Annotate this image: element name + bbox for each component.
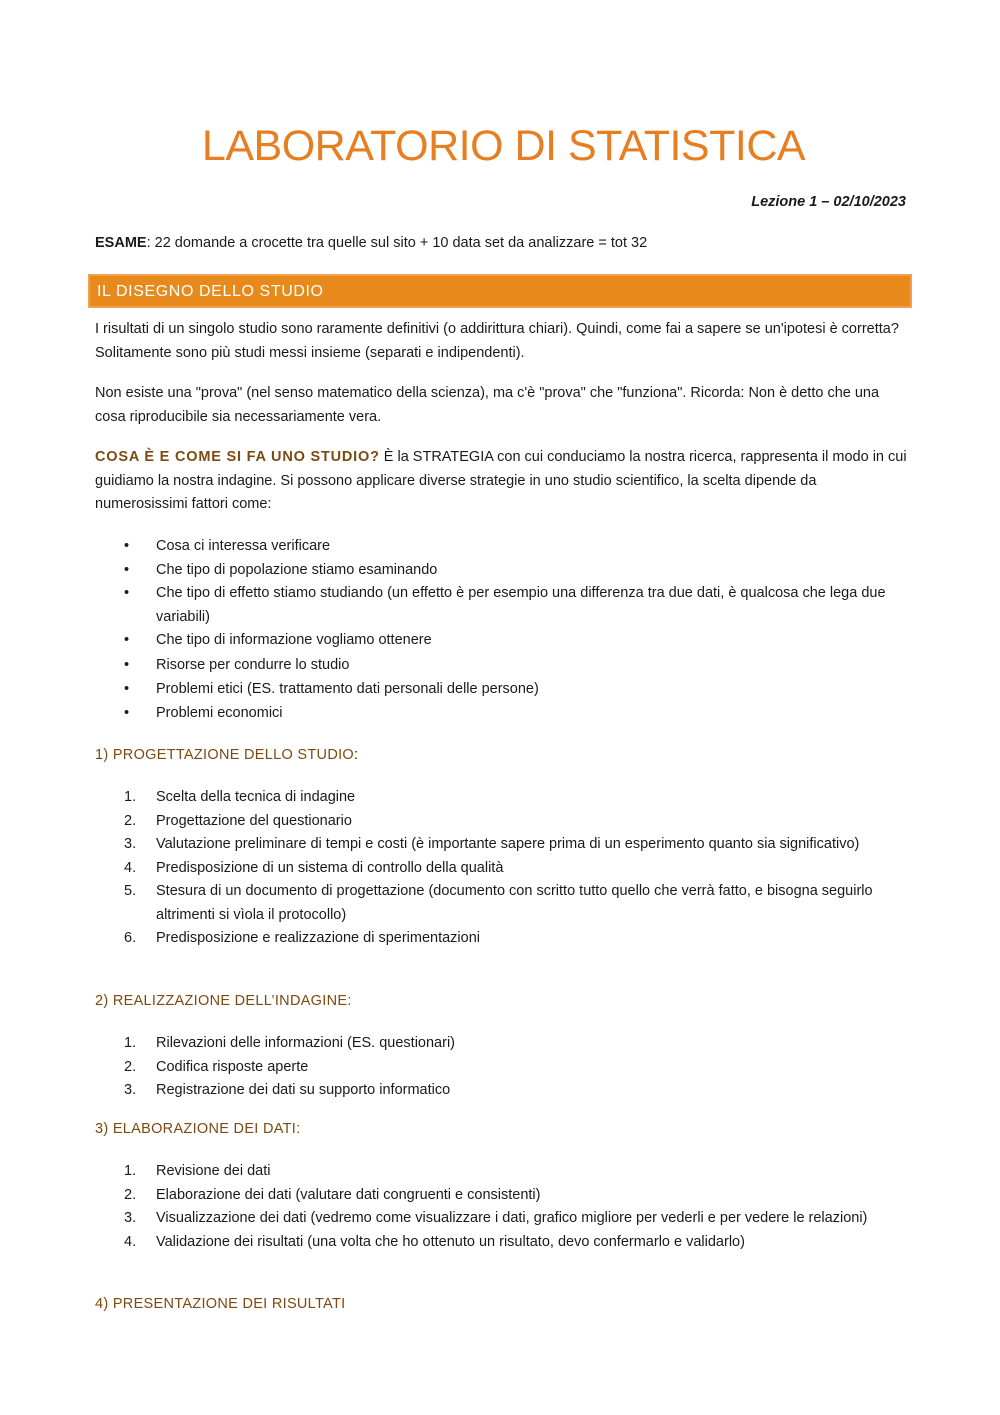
paragraph: Non esiste una "prova" (nel senso matematico della scienza), ma c'è "prova" che "funziona". Ricorda: Non è detto che una cosa riproducibile sia necessariamente vera. [95,385,880,425]
phase-list [95,1160,907,1254]
bullet-icon: • [124,538,130,554]
list-item: 6. Predisposizione e realizzazione di sperimentazioni [124,930,481,946]
phase-heading: 1) PROGETTAZIONE DELLO STUDIO: [95,747,359,763]
phase-heading: 3) ELABORAZIONE DEI DATI: [95,1121,301,1137]
bullet-icon: • [124,561,130,578]
list-item: 2. Progettazione del questionario [124,812,352,829]
list-item: • Cosa ci interessa verificare [95,535,907,559]
list-item: 3. Valutazione preliminare di tempi e costi (è importante sapere prima di un esperimento quanto sia significativo) [124,836,860,852]
list-item: 1. Rilevazioni delle informazioni (ES. questionari) [124,1035,455,1051]
list-item: 3. Registrazione dei dati su supporto informatico [124,1082,451,1098]
study-text: È la STRATEGIA con cui conduciamo la nostra ricerca, rappresenta il modo in cui guidiamo la nostra indagine. Si possono applicare diverse strategie in uno studio scientifico, la scelta dipende da numerosissimi fattori come: [95,449,907,512]
list-item: • Che tipo di informazione vogliamo ottenere [95,629,907,653]
phase-heading: 4) PRESENTAZIONE DEI RISULTATI [95,1296,346,1312]
bullet-icon: • [124,632,130,648]
section-title: IL DISEGNO DELLO STUDIO [97,283,324,300]
study-heading: COSA È E COME SI FA UNO STUDIO? [95,449,380,465]
factors-list [95,535,907,725]
list-item: 3. Visualizzazione dei dati (vedremo come visualizzare i dati, grafico migliore per vederli e per vedere le relazioni) [124,1210,868,1226]
phase-list [95,786,907,951]
list-item: 2. Codifica risposte aperte [124,1058,309,1075]
paragraph: I risultati di un singolo studio sono raramente definitivi (o addirittura chiari). Quindi, come fai a sapere se un'ipotesi è corretta? Solitamente sono più studi messi insieme (separati e indipendenti). [95,321,899,361]
list-item: 1. Revisione dei dati [124,1163,271,1179]
list-item: 4. Predisposizione di un sistema di controllo della qualità [124,859,504,876]
phase-heading: 2) REALIZZAZIONE DELL’INDAGINE: [95,993,352,1009]
section-header [88,274,912,308]
exam-line [95,235,647,251]
list-item: • Problemi economici [95,702,907,726]
list-item: • Che tipo di effetto stiamo studiando (un effetto è per esempio una differenza tra due dati, è qualcosa che lega due variabili) [95,582,907,629]
bullet-icon: • [124,704,130,721]
list-item: 1. Scelta della tecnica di indagine [124,789,356,805]
exam-text: : 22 domande a crocette tra quelle sul sito + 10 data set da analizzare = tot 32 [146,235,648,251]
list-item: 4. Validazione dei risultati (una volta che ho ottenuto un risultato, devo confermarlo e validarlo) [124,1233,745,1250]
bullet-icon: • [124,656,130,673]
list-item: 2. Elaborazione dei dati (valutare dati congruenti e consistenti) [124,1186,541,1203]
list-item: • Che tipo di popolazione stiamo esaminando [95,559,907,583]
list-item: • Risorse per condurre lo studio [95,654,907,678]
lesson-date: Lezione 1 – 02/10/2023 [751,194,906,210]
bullet-icon: • [124,681,130,697]
exam-label: ESAME [95,235,147,251]
document-title: LABORATORIO DI STATISTICA [201,122,806,170]
list-item: • Problemi etici (ES. trattamento dati personali delle persone) [95,678,907,702]
study-paragraph [95,446,907,517]
list-item: 5. Stesura di un documento di progettazione (documento con scritto tutto quello che verrà fatto, e bisogna seguirlo altrimenti si vìola il protocollo) [124,883,873,923]
bullet-icon: • [124,585,130,601]
phase-list [95,1032,907,1103]
